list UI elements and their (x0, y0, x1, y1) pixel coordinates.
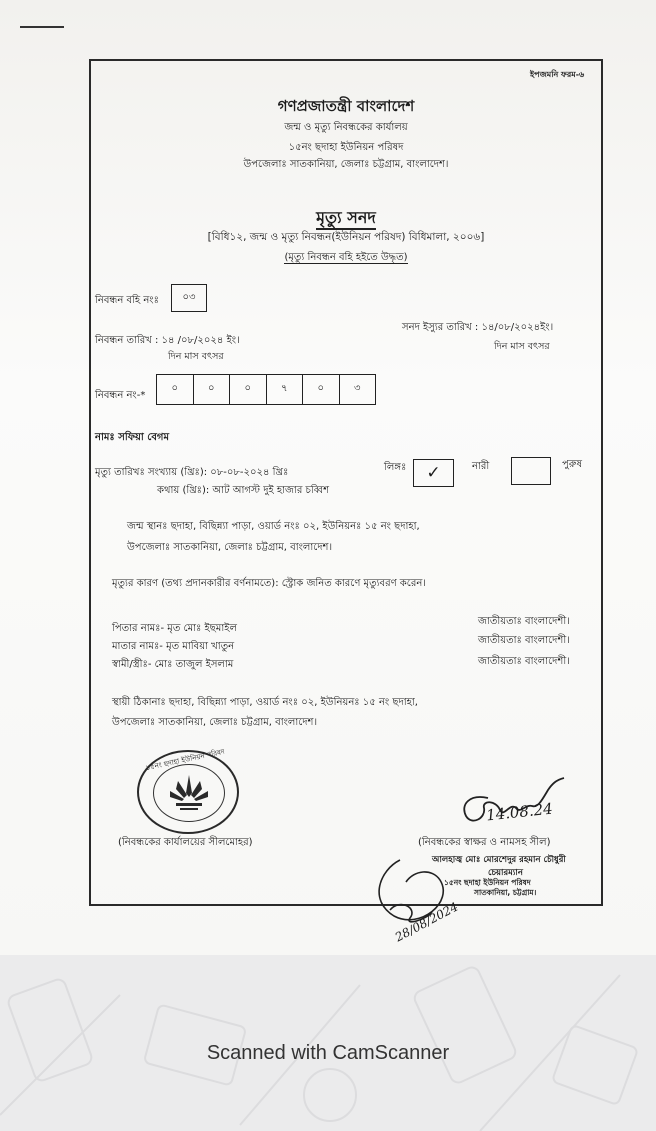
registration-digit: ০ (230, 375, 267, 404)
male-label: পুরুষ (562, 459, 582, 470)
country-title: গণপ্রজাতন্ত্রী বাংলাদেশ (277, 97, 415, 115)
register-book-label: নিবন্ধন বহি নংঃ (95, 295, 159, 306)
office-seal (137, 747, 239, 834)
camscanner-footer (0, 955, 656, 1131)
register-book-value: ০৩ (171, 284, 207, 312)
male-checkbox (511, 457, 551, 485)
scan-edge-mark (20, 26, 64, 28)
female-label: নারী (472, 461, 490, 472)
seal-arc-text: ১৫নং ছদাহা ইউনিয়ন পরিষদ (145, 747, 226, 773)
legal-rule-reference: [বিধি১২, জন্ম ও মৃত্যু নিবন্ধন(ইউনিয়ন পরিষদ) বিধিমালা, ২০০৬] (207, 231, 485, 243)
mother-nationality: জাতীয়তাঃ বাংলাদেশী। (478, 635, 570, 646)
certificate-title: মৃত্যু সনদ (89, 205, 603, 232)
issue-date: সনদ ইস্যুর তারিখ : ১৪/০৮/২০২৪ইং। (402, 322, 554, 333)
shapla-emblem-icon (154, 765, 224, 821)
registration-date: নিবন্ধন তারিখ : ১৪ /০৮/২০২৪ ইং। (95, 335, 240, 346)
registration-no-label: নিবন্ধন নং-* (95, 390, 146, 401)
seal-inner-ring (153, 764, 225, 822)
stamp-union: ১৫নং ছদাহা ইউনিয়ন পরিষদ (444, 878, 531, 887)
office-address: উপজেলাঃ সাতকানিয়া, জেলাঃ চট্টগ্রাম, বাংলাদেশ। (243, 159, 449, 170)
birth-place-line2: উপজেলাঃ সাতকানিয়া, জেলাঃ চট্টগ্রাম, বাংলাদেশ। (127, 542, 333, 553)
permanent-address-line1: স্থায়ী ঠিকানাঃ ছদাহা, বিছিন্ন্যা পাড়া, ওয়ার্ড নংঃ ০২, ইউনিয়নঃ ১৫ নং ছদাহা, (112, 697, 418, 708)
spouse-nationality: জাতীয়তাঃ বাংলাদেশী। (478, 656, 570, 667)
permanent-address-line2: উপজেলাঃ সাতকানিয়া, জেলাঃ চট্টগ্রাম, বাংলাদেশ। (112, 717, 318, 728)
camscanner-watermark: Scanned with CamScanner (206, 1042, 450, 1064)
death-date-numeric: মৃত্যু তারিখঃ সংখ্যায় (খ্রিঃ): ০৮-০৮-২০২৪ খ্রিঃ (95, 467, 289, 478)
death-date-words: কথায় (খ্রিঃ): আট আগস্ট দুই হাজার চব্বিশ (157, 485, 329, 496)
registration-no-cells (156, 374, 376, 405)
father-name: পিতার নামঃ- মৃত মোঃ ইছমাইল (112, 623, 237, 634)
issue-date-legend: দিন মাস বৎসর (494, 341, 550, 352)
stamp-title: চেয়ারম্যান (488, 868, 523, 878)
seal-caption: (নিবন্ধকের কার্যালয়ের সীলমোহর) (118, 837, 253, 848)
signature-date: 14.08.24 (485, 799, 554, 825)
spouse-name: স্বামী/স্ত্রীঃ- মোঃ তাজুল ইসলাম (112, 659, 234, 670)
date-stamp: 28/08/2024 (392, 899, 461, 945)
registration-digit: ০ (194, 375, 231, 404)
registration-digit: ৭ (267, 375, 304, 404)
union-name: ১৫নং ছদাহা ইউনিয়ন পরিষদ (288, 142, 404, 153)
registration-digit: ০ (157, 375, 194, 404)
father-nationality: জাতীয়তাঃ বাংলাদেশী। (478, 616, 570, 627)
signature-caption: (নিবন্ধকের স্বাক্ষর ও নামসহ সীল) (418, 837, 551, 848)
certificate-subtitle: (মৃত্যু নিবন্ধন বহি হইতে উদ্ধৃত) (284, 252, 408, 263)
stamp-name: আলহাজ্ব মোঃ মোরশেদুর রহমান চৌধুরী (432, 855, 566, 865)
cause-of-death: মৃত্যুর কারণ (তথ্য প্রদানকারীর বর্ণনামতে): স্ট্রোক জনিত কারণে মৃত্যুবরণ করেন। (112, 578, 426, 589)
mother-name: মাতার নামঃ- মৃত মাবিয়া খাতুন (112, 641, 235, 652)
office-name: জন্ম ও মৃত্যু নিবন্ধকের কার্যালয় (284, 122, 408, 133)
stamp-upazila: সাতকানিয়া, চট্টগ্রাম। (474, 888, 537, 897)
gender-label: লিঙ্গঃ (384, 462, 407, 473)
female-checkbox: ✓ (413, 459, 454, 487)
registration-date-legend: দিন মাস বৎসর (168, 351, 224, 362)
deceased-name: নামঃ সফিয়া বেগম (95, 432, 170, 443)
form-number: ইপজমনি ফরম-৬ (530, 70, 585, 79)
registration-digit: ০ (303, 375, 340, 404)
registration-digit: ৩ (353, 383, 361, 394)
birth-place-line1: জন্ম স্থানঃ ছদাহা, বিছিন্ন্যা পাড়া, ওয়ার্ড নংঃ ০২, ইউনিয়নঃ ১৫ নং ছদাহা, (127, 521, 420, 532)
